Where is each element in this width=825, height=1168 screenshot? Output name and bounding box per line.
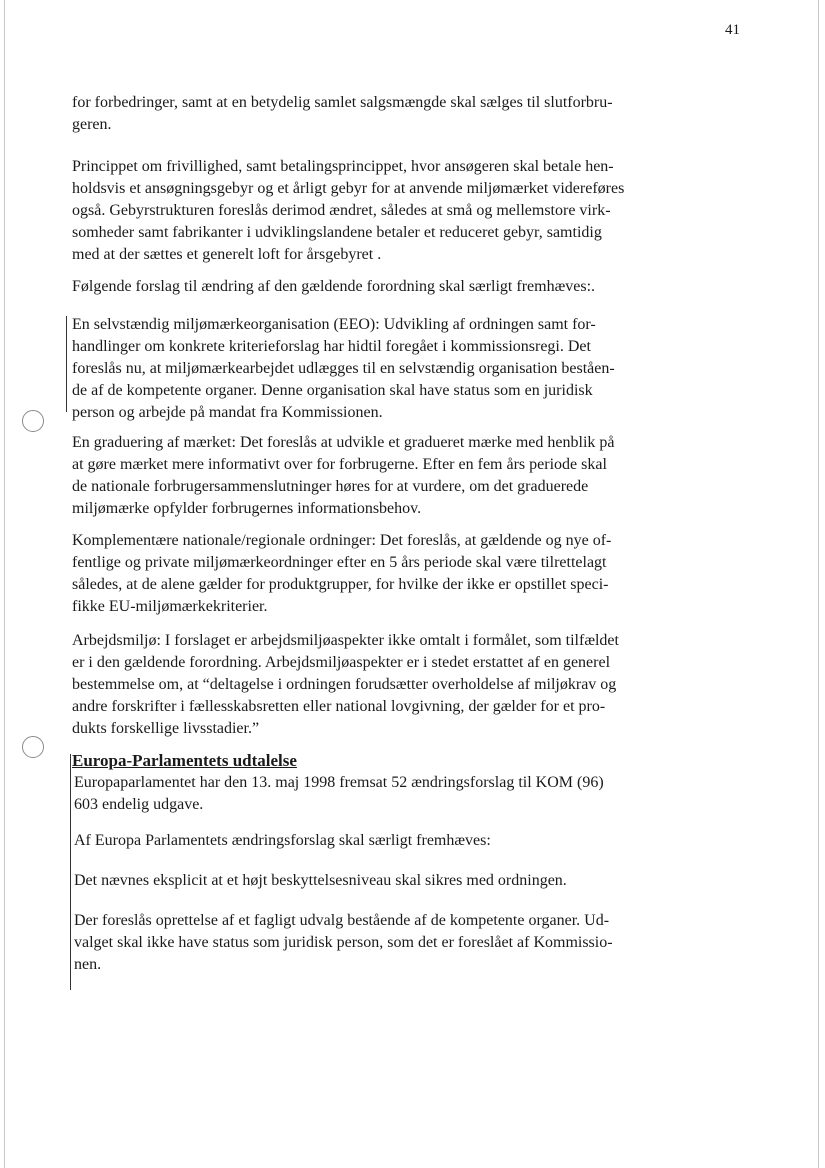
scan-edge-right bbox=[818, 0, 819, 1168]
paragraph-parliament-highlights: Af Europa Parlamentets ændringsforslag skal særligt fremhæves: bbox=[74, 832, 491, 849]
punch-hole-lower bbox=[22, 736, 44, 758]
margin-marker-eeo bbox=[66, 316, 67, 412]
punch-hole-upper bbox=[22, 410, 44, 432]
scan-edge-left bbox=[4, 0, 5, 1168]
paragraph-expert-committee: Der foreslås oprettelse af et fagligt udvalg bestående af de kompetente organer. Ud- valget skal ikke have status som juridisk person, som det er foreslået af Kommissio- nen. bbox=[74, 912, 613, 973]
paragraph-protection-level: Det nævnes eksplicit at et højt beskyttelsesniveau skal sikres med ordningen. bbox=[74, 872, 567, 889]
paragraph-graduation: En graduering af mærket: Det foreslås at udvikle et gradueret mærke med henblik på at gøre mærket mere informativt over for forbrugerne. Efter en fem års periode skal de nationale forbrugersammenslutninger høres for at vurdere, om det graduerede miljømærke opfylder forbrugernes informationsbehov. bbox=[72, 434, 615, 517]
paragraph-proposals-intro: Følgende forslag til ændring af den gældende forordning skal særligt fremhæves:. bbox=[72, 278, 596, 295]
paragraph-work-environment: Arbejdsmiljø: I forslaget er arbejdsmiljøaspekter ikke omtalt i formålet, som tilfældet er i den gældende forordning. Arbejdsmiljøaspekter er i stedet erstattet af en generel bestemmelse om, at “deltagelse i ordningen forudsætter overholdelse af miljøkrav og andre forskrifter i fællesskabsretten eller national lovgivning, der gælder for et pro- dukts forskellige livsstadier.” bbox=[72, 632, 619, 737]
margin-marker-parliament bbox=[70, 754, 71, 990]
paragraph-complementary-schemes: Komplementære nationale/regionale ordninger: Det foreslås, at gældende og nye of- fentlige og private miljømærkeordninger efter en 5 års periode skal være tilrettelagt således, at de alene gælder for produktgrupper, for hvilke der ikke er opstillet speci- fikke EU-miljømærkekriterier. bbox=[72, 532, 612, 615]
page-number: 41 bbox=[725, 22, 740, 38]
paragraph-intro-continuation: for forbedringer, samt at en betydelig samlet salgsmængde skal sælges til slutforbru- geren. bbox=[72, 94, 613, 133]
paragraph-voluntary-principle: Princippet om frivillighed, samt betalingsprincippet, hvor ansøgeren skal betale hen- holdsvis et ansøgningsgebyr og et årligt gebyr for at anvende miljømærket videreføres også. Gebyrstrukturen foreslås derimod ændret, således at små og mellemstore virk- somheder samt fabrikanter i udviklingslandene betaler et reduceret gebyr, samtidig med at der sættes et generelt loft for årsgebyret . bbox=[72, 158, 625, 263]
paragraph-parliament-amendments: Europaparlamentet har den 13. maj 1998 fremsat 52 ændringsforslag til KOM (96) 603 endelig udgave. bbox=[74, 774, 604, 813]
section-heading-parliament: Europa-Parlamentets udtalelse bbox=[72, 751, 297, 770]
paragraph-eeo: En selvstændig miljømærkeorganisation (EEO): Udvikling af ordningen samt for- handlinger om konkrete kriterieforslag har hidtil foregået i kommissionsregi. Det foreslås nu, at miljømærkearbejdet udlægges til en selvstændig organisation beståen- de af de kompetente organer. Denne organisation skal have status som en juridisk person og arbejde på mandat fra Kommissionen. bbox=[72, 316, 615, 421]
